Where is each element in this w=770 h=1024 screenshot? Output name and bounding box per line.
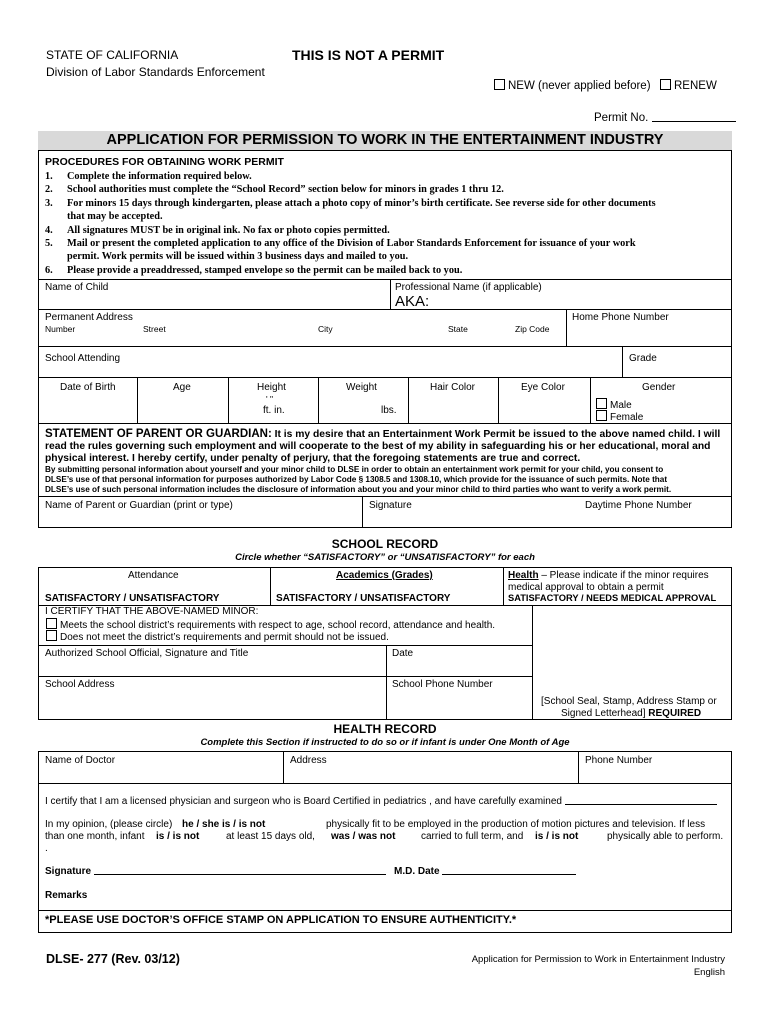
divider bbox=[38, 496, 732, 497]
he-she-choice[interactable]: he / she is / is not bbox=[182, 819, 266, 830]
male-label: Male bbox=[610, 400, 632, 411]
opinion-text-d: at least 15 days old, bbox=[226, 831, 315, 842]
health-record-section bbox=[38, 751, 732, 933]
attendance-options[interactable]: SATISFACTORY / UNSATISFACTORY bbox=[45, 593, 220, 604]
divider bbox=[38, 676, 532, 677]
doctor-stamp-notice: *PLEASE USE DOCTOR’S OFFICE STAMP ON APPLICATION TO ENSURE AUTHENTICITY.* bbox=[45, 914, 517, 926]
meets-checkbox[interactable] bbox=[46, 618, 57, 629]
health-record-heading: HEALTH RECORD bbox=[333, 722, 437, 736]
address-zip-label: Zip Code bbox=[515, 324, 550, 334]
divider bbox=[38, 645, 532, 646]
not-meet-option[interactable]: Does not meet the district’s requirements and permit should not be issued. bbox=[46, 630, 389, 643]
procedure-item: 4. All signatures MUST be in original ink. No fax or photo copies permitted. bbox=[45, 224, 390, 236]
school-seal-note: [School Seal, Stamp, Address Stamp or bbox=[541, 696, 717, 707]
daytime-phone-label: Daytime Phone Number bbox=[585, 500, 692, 511]
new-label: NEW (never applied before) bbox=[508, 80, 651, 92]
procedure-item: 3. For minors 15 days through kindergarten, please attach a photo copy of minor’s birth certificate. See reverse side for other documents bbox=[45, 197, 656, 209]
divider bbox=[270, 567, 271, 605]
examined-name-line[interactable] bbox=[565, 804, 717, 805]
school-address-label: School Address bbox=[45, 679, 115, 690]
address-city-label: City bbox=[318, 324, 333, 334]
opinion-text-c: than one month, infant bbox=[45, 831, 145, 842]
attendance-label: Attendance bbox=[128, 570, 179, 581]
address-state-label: State bbox=[448, 324, 468, 334]
divider bbox=[566, 309, 567, 346]
weight-label: Weight bbox=[346, 382, 377, 393]
school-date-label: Date bbox=[392, 648, 414, 659]
height-label: Height bbox=[257, 382, 286, 393]
divider bbox=[38, 309, 732, 310]
statement-line: physical interest. I hereby certify, under penalty of perjury, that the foregoing statements are true and correct. bbox=[45, 453, 581, 464]
doctor-name-label: Name of Doctor bbox=[45, 755, 116, 766]
parent-signature-label: Signature bbox=[369, 500, 412, 511]
divider bbox=[283, 751, 284, 783]
procedure-item: 2. School authorities must complete the “School Record” section below for minors in grades 1 thru 12. bbox=[45, 184, 504, 196]
new-checkbox[interactable] bbox=[494, 79, 505, 90]
doctor-signature-line[interactable] bbox=[94, 874, 386, 875]
school-phone-label: School Phone Number bbox=[392, 679, 493, 690]
doctor-signature-field[interactable]: Signature bbox=[45, 866, 386, 877]
hair-color-label: Hair Color bbox=[430, 382, 476, 393]
new-option[interactable] bbox=[494, 79, 651, 92]
male-checkbox[interactable] bbox=[596, 398, 607, 409]
footer-language: English bbox=[693, 967, 725, 978]
divider bbox=[390, 279, 391, 309]
is-isnot-choice-2[interactable]: is / is not bbox=[535, 831, 579, 842]
statement-line: read the rules governing such employment and will cooperate to the best of my ability in safeguarding his or her educational, moral and bbox=[45, 441, 711, 452]
opinion-text-e: carried to full term, and bbox=[421, 831, 524, 842]
procedure-item: that may be accepted. bbox=[67, 211, 163, 223]
age-label: Age bbox=[173, 382, 191, 393]
divider bbox=[228, 377, 229, 423]
md-date-line[interactable] bbox=[442, 874, 576, 875]
address-number-label: Number bbox=[45, 324, 76, 334]
divider bbox=[38, 783, 732, 784]
child-name-label: Name of Child bbox=[45, 282, 109, 293]
aka-label: AKA: bbox=[395, 293, 430, 310]
divider bbox=[532, 605, 533, 720]
procedures-list bbox=[45, 170, 725, 277]
statement-line: STATEMENT OF PARENT OR GUARDIAN: It is my desire that an Entertainment Work Permit be issued to the above named child. I will bbox=[45, 428, 721, 440]
opinion-text-b: physically fit to be employed in the production of motion pictures and television. If less bbox=[326, 819, 706, 830]
form-number: DLSE- 277 (Rev. 03/12) bbox=[46, 952, 180, 966]
home-phone-label: Home Phone Number bbox=[572, 312, 669, 323]
consent-text: DLSE’s use of that personal information for purposes authorized by Labor Code § 1308.5 and 1308.10, which provide for the issuance of such permits. Note that bbox=[45, 475, 668, 484]
divider bbox=[498, 377, 499, 423]
divider bbox=[386, 645, 387, 720]
female-checkbox[interactable] bbox=[596, 410, 607, 421]
health-label-line2: medical approval to obtain a permit bbox=[508, 582, 664, 593]
eye-color-label: Eye Color bbox=[521, 382, 565, 393]
height-marks: ' " bbox=[266, 394, 274, 404]
footer-form-title: Application for Permission to Work in Entertainment Industry bbox=[471, 954, 725, 965]
consent-text: DLSE’s use of such personal information includes the disclosure of information about you and your minor child to third parties who want to verify a work permit. bbox=[45, 485, 672, 494]
female-option[interactable] bbox=[596, 410, 643, 423]
address-street-label: Street bbox=[143, 324, 166, 334]
school-record-heading: SCHOOL RECORD bbox=[331, 537, 439, 551]
consent-text: By submitting personal information about yourself and your minor child to DLSE in order to obtain an entertainment work permit for your child, you consent to bbox=[45, 465, 664, 474]
divider bbox=[38, 423, 732, 424]
agency-division: Division of Labor Standards Enforcement bbox=[46, 65, 265, 79]
divider bbox=[137, 377, 138, 423]
dob-label: Date of Birth bbox=[60, 382, 116, 393]
female-label: Female bbox=[610, 412, 644, 423]
procedure-item: 6. Please provide a preaddressed, stamped envelope so the permit can be mailed back to you. bbox=[45, 264, 463, 276]
certify-heading: I CERTIFY THAT THE ABOVE-NAMED MINOR: bbox=[45, 606, 259, 617]
opinion-dot: . bbox=[45, 843, 48, 854]
divider bbox=[590, 377, 591, 423]
health-options[interactable]: SATISFACTORY / NEEDS MEDICAL APPROVAL bbox=[508, 593, 717, 603]
agency-name: STATE OF CALIFORNIA bbox=[46, 48, 179, 62]
professional-name-label: Professional Name (if applicable) bbox=[395, 282, 542, 293]
academics-label: Academics (Grades) bbox=[336, 570, 433, 581]
divider bbox=[38, 377, 732, 378]
meets-option[interactable]: Meets the school district’s requirements with respect to age, school record, attendance and health. bbox=[46, 618, 495, 631]
physician-certify[interactable]: I certify that I am a licensed physician and surgeon who is Board Certified in pediatrics , and have carefully examined bbox=[45, 796, 717, 807]
divider bbox=[38, 279, 732, 280]
remarks-label: Remarks bbox=[45, 890, 88, 901]
school-seal-note2: Signed Letterhead] REQUIRED bbox=[561, 708, 702, 719]
school-attending-label: School Attending bbox=[45, 353, 121, 364]
divider bbox=[503, 567, 504, 605]
academics-options[interactable]: SATISFACTORY / UNSATISFACTORY bbox=[276, 593, 451, 604]
divider bbox=[38, 346, 732, 347]
doctor-address-label: Address bbox=[290, 755, 327, 766]
divider bbox=[318, 377, 319, 423]
doctor-phone-label: Phone Number bbox=[585, 755, 653, 766]
permit-number-field[interactable] bbox=[594, 112, 736, 124]
parent-name-label: Name of Parent or Guardian (print or type) bbox=[45, 500, 233, 511]
grade-label: Grade bbox=[629, 353, 657, 364]
weight-units: lbs. bbox=[381, 405, 397, 416]
divider bbox=[408, 377, 409, 423]
divider bbox=[622, 346, 623, 377]
procedure-item: permit. Work permits will be issued within 3 business days and mailed to you. bbox=[67, 251, 409, 263]
school-official-label: Authorized School Official, Signature and Title bbox=[45, 648, 249, 659]
divider bbox=[362, 496, 363, 528]
procedures-heading: PROCEDURES FOR OBTAINING WORK PERMIT bbox=[45, 156, 284, 168]
form-title: APPLICATION FOR PERMISSION TO WORK IN THE ENTERTAINMENT INDUSTRY bbox=[38, 131, 732, 150]
procedure-item: 5. Mail or present the completed application to any office of the Division of Labor Standards Enforcement for issuance of your work bbox=[45, 238, 636, 250]
health-record-instructions: Complete this Section if instructed to do so or if infant is under One Month of Age bbox=[200, 737, 570, 748]
divider bbox=[578, 751, 579, 783]
procedure-item: 1. Complete the information required below. bbox=[45, 171, 252, 182]
not-permit-notice: THIS IS NOT A PERMIT bbox=[292, 47, 445, 63]
was-wasnot-choice[interactable]: was / was not bbox=[331, 831, 396, 842]
gender-label: Gender bbox=[642, 382, 676, 393]
not-meet-checkbox[interactable] bbox=[46, 630, 57, 641]
permit-number-label: Permit No. bbox=[594, 112, 649, 124]
divider bbox=[38, 910, 732, 911]
opinion-text-a: In my opinion, (please circle) bbox=[45, 819, 173, 830]
health-label-line: Health – Please indicate if the minor requires bbox=[508, 570, 709, 581]
renew-checkbox[interactable] bbox=[660, 79, 671, 90]
md-date-field[interactable]: M.D. Date bbox=[394, 866, 576, 877]
is-isnot-choice[interactable]: is / is not bbox=[156, 831, 200, 842]
height-units: ft. in. bbox=[263, 405, 285, 416]
renew-option[interactable] bbox=[660, 79, 717, 92]
permanent-address-label: Permanent Address bbox=[45, 312, 133, 323]
opinion-text-f: physically able to perform. bbox=[607, 831, 724, 842]
school-record-instructions: Circle whether “SATISFACTORY” or “UNSATISFACTORY” for each bbox=[235, 552, 535, 563]
renew-label: RENEW bbox=[674, 80, 717, 92]
permit-number-line[interactable] bbox=[652, 121, 736, 122]
